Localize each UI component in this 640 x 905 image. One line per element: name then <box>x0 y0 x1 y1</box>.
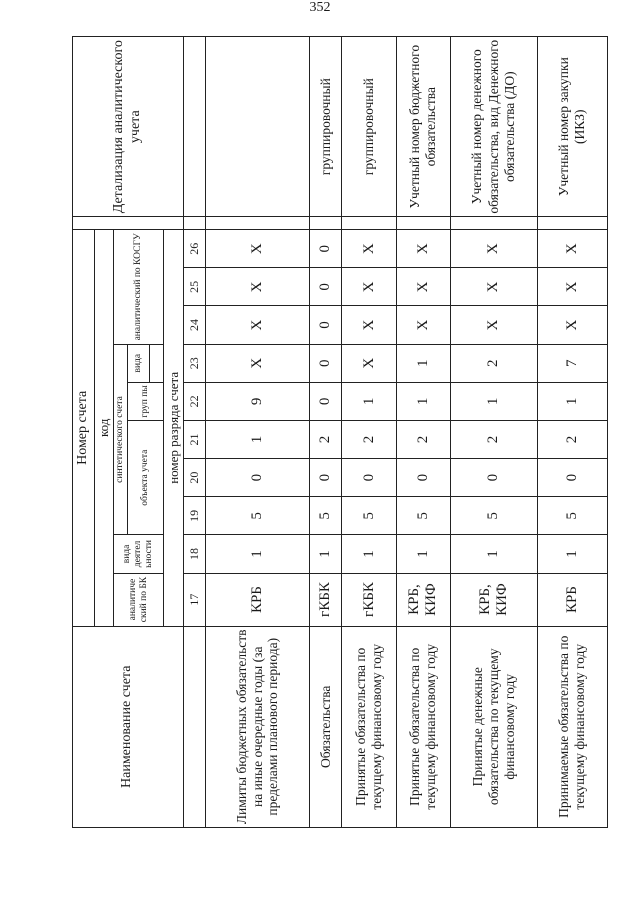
row-spacer <box>537 217 608 230</box>
cell-digit-20: 0 <box>396 459 450 497</box>
cell-digit-18: 1 <box>451 535 537 573</box>
row-name: Принятые обязательства по текущему финансовому году <box>396 626 450 827</box>
cell-digit-22: 1 <box>451 382 537 420</box>
cell-digit-21: 2 <box>310 420 342 458</box>
cell-digit-20: 0 <box>205 459 310 497</box>
row-spacer <box>342 217 396 230</box>
cell-digit-19: 5 <box>537 497 608 535</box>
cell-digit-26: X <box>205 230 310 268</box>
cell-digit-20: 0 <box>537 459 608 497</box>
header-type-blank <box>150 344 164 382</box>
digit-24: 24 <box>183 306 205 344</box>
row-detail: группировочный <box>342 37 396 217</box>
table-row <box>342 37 396 828</box>
row-name: Принятые обязательства по текущему финансовому году <box>342 626 396 827</box>
row-spacer <box>451 217 537 230</box>
row-detail <box>205 37 310 217</box>
cell-digit-24: X <box>451 306 537 344</box>
cell-digit-19: 5 <box>310 497 342 535</box>
cell-analytical-bk: гКБК <box>342 573 396 626</box>
cell-digit-18: 1 <box>537 535 608 573</box>
digit-row-detail-blank <box>183 37 205 217</box>
cell-digit-18: 1 <box>205 535 310 573</box>
digit-23: 23 <box>183 344 205 382</box>
row-name: Обязательства <box>310 626 342 827</box>
header-synthetic: синтетического счета <box>114 344 128 535</box>
cell-digit-18: 1 <box>396 535 450 573</box>
digit-20: 20 <box>183 459 205 497</box>
cell-digit-25: 0 <box>310 268 342 306</box>
cell-analytical-bk: КРБ <box>205 573 310 626</box>
row-name: Принятые денежные обязательства по текущему финансовому году <box>451 626 537 827</box>
header-account-number: Номер счета <box>73 230 95 626</box>
cell-digit-25: X <box>537 268 608 306</box>
table-row <box>396 37 450 828</box>
cell-digit-23: 2 <box>451 344 537 382</box>
cell-digit-26: 0 <box>310 230 342 268</box>
cell-digit-18: 1 <box>342 535 396 573</box>
header-type: вида <box>128 344 150 382</box>
digit-row-spacer <box>183 217 205 230</box>
rotated-table-container <box>72 36 608 828</box>
header-analytical-bk: аналитиче ский по БК <box>114 573 164 626</box>
row-detail: Учетный номер бюджетного обязательства <box>396 37 450 217</box>
cell-digit-24: X <box>396 306 450 344</box>
header-activity-type: вида деятел ьности <box>114 535 164 573</box>
header-digit-number: номер разряда счета <box>164 230 183 626</box>
cell-digit-24: X <box>342 306 396 344</box>
page-number: 352 <box>309 0 331 15</box>
cell-digit-21: 1 <box>205 420 310 458</box>
cell-digit-22: 1 <box>396 382 450 420</box>
cell-digit-23: X <box>342 344 396 382</box>
digit-21: 21 <box>183 420 205 458</box>
digit-18: 18 <box>183 535 205 573</box>
cell-analytical-bk: КРБ, КИФ <box>396 573 450 626</box>
row-detail: Учетный номер закупки (ИКЗ) <box>537 37 608 217</box>
cell-digit-26: X <box>396 230 450 268</box>
header-detail: Детализация аналитического учета <box>73 37 184 217</box>
row-name: Лимиты бюджетных обязательств на иные очередные годы (за пределами планового периода) <box>205 626 310 827</box>
cell-digit-24: X <box>205 306 310 344</box>
header-account-name: Наименование счета <box>73 626 184 827</box>
cell-digit-24: 0 <box>310 306 342 344</box>
cell-digit-23: 7 <box>537 344 608 382</box>
cell-digit-25: X <box>396 268 450 306</box>
cell-digit-26: X <box>451 230 537 268</box>
cell-digit-22: 0 <box>310 382 342 420</box>
row-spacer <box>310 217 342 230</box>
header-accounting-object: объекта учета <box>128 420 164 534</box>
cell-digit-25: X <box>451 268 537 306</box>
row-detail: Учетный номер денежного обязательства, вид Денежного обязательства (ДО) <box>451 37 537 217</box>
cell-digit-25: X <box>205 268 310 306</box>
cell-digit-21: 2 <box>342 420 396 458</box>
cell-digit-21: 2 <box>451 420 537 458</box>
header-group: груп пы <box>128 382 164 420</box>
cell-digit-25: X <box>342 268 396 306</box>
cell-digit-22: 9 <box>205 382 310 420</box>
header-analytical-kosgu: аналитический по КОСГУ <box>114 230 164 345</box>
row-detail: группировочный <box>310 37 342 217</box>
digit-row-blank <box>183 626 205 827</box>
cell-digit-22: 1 <box>342 382 396 420</box>
cell-digit-18: 1 <box>310 535 342 573</box>
digit-19: 19 <box>183 497 205 535</box>
cell-digit-24: X <box>537 306 608 344</box>
cell-digit-22: 1 <box>537 382 608 420</box>
header-code: код <box>95 230 114 626</box>
cell-digit-26: X <box>537 230 608 268</box>
cell-digit-21: 2 <box>396 420 450 458</box>
cell-digit-19: 5 <box>451 497 537 535</box>
row-spacer <box>396 217 450 230</box>
cell-digit-23: 0 <box>310 344 342 382</box>
cell-digit-23: 1 <box>396 344 450 382</box>
cell-digit-26: X <box>342 230 396 268</box>
table-row <box>451 37 537 828</box>
header-spacer <box>73 217 184 230</box>
table-row <box>205 37 310 828</box>
cell-digit-19: 5 <box>205 497 310 535</box>
digit-17: 17 <box>183 573 205 626</box>
cell-digit-19: 5 <box>342 497 396 535</box>
table-row <box>537 37 608 828</box>
cell-digit-20: 0 <box>342 459 396 497</box>
digit-22: 22 <box>183 382 205 420</box>
cell-digit-20: 0 <box>310 459 342 497</box>
cell-analytical-bk: гКБК <box>310 573 342 626</box>
cell-digit-23: X <box>205 344 310 382</box>
digit-25: 25 <box>183 268 205 306</box>
digit-26: 26 <box>183 230 205 268</box>
cell-digit-19: 5 <box>396 497 450 535</box>
cell-digit-21: 2 <box>537 420 608 458</box>
row-name: Принимаемые обязательства по текущему финансовому году <box>537 626 608 827</box>
cell-analytical-bk: КРБ <box>537 573 608 626</box>
cell-analytical-bk: КРБ, КИФ <box>451 573 537 626</box>
row-spacer <box>205 217 310 230</box>
table-row <box>310 37 342 828</box>
cell-digit-20: 0 <box>451 459 537 497</box>
accounts-table <box>72 36 608 828</box>
